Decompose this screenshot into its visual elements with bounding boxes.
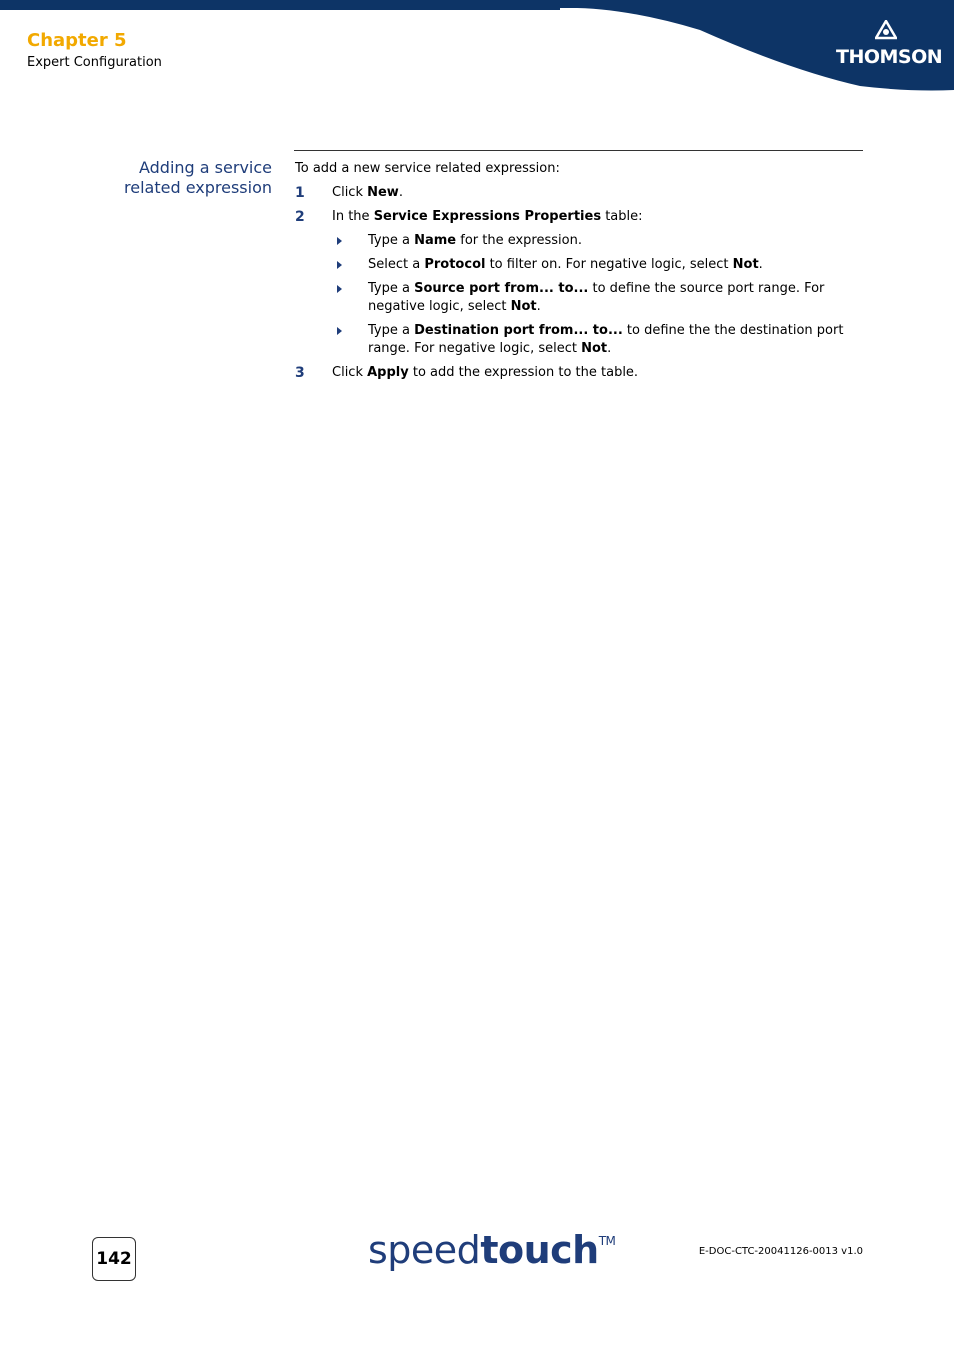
list-item	[332, 256, 855, 274]
ui-term: Source port from... to...	[414, 281, 589, 296]
bullet-text: Type a	[368, 323, 415, 338]
thomson-emblem-icon	[875, 20, 897, 40]
section-heading-line2: related expression	[124, 178, 272, 197]
bullet-arrow-icon	[337, 327, 342, 335]
step-text: Click	[332, 185, 368, 200]
bullet-text: to define the source port range. For negative logic, select	[368, 281, 825, 314]
intro-text: To add a new service related expression:	[295, 161, 560, 176]
bullet-list	[332, 232, 855, 358]
step-2	[295, 208, 855, 358]
section-heading	[72, 158, 272, 198]
ui-term: Not	[510, 299, 537, 314]
list-item	[332, 280, 855, 316]
bullet-text: .	[607, 341, 612, 356]
step-text: In the	[332, 209, 374, 224]
speedtouch-logo	[368, 1228, 615, 1272]
ui-term: Destination port from... to...	[414, 323, 623, 338]
logo-bold-part: touch	[480, 1228, 599, 1272]
bullet-text: for the expression.	[456, 233, 582, 248]
step-text: .	[398, 185, 403, 200]
document-reference: E-DOC-CTC-20041126-0013 v1.0	[698, 1246, 863, 1257]
ui-term: Not	[581, 341, 608, 356]
section-content	[295, 160, 855, 388]
chapter-title: Chapter 5	[27, 30, 127, 51]
ui-term: Service Expressions Properties	[373, 209, 602, 224]
step-text: table:	[601, 209, 643, 224]
page-number: 142	[92, 1237, 136, 1281]
step-number: 3	[295, 365, 305, 381]
bullet-text: Type a	[368, 233, 415, 248]
step-3	[295, 364, 855, 382]
section-heading-line1: Adding a service	[138, 158, 272, 177]
bullet-text: .	[536, 299, 541, 314]
chapter-subtitle: Expert Configuration	[27, 55, 162, 70]
section-divider	[294, 150, 863, 151]
step-number: 1	[295, 185, 305, 201]
ui-term: New	[367, 185, 399, 200]
bullet-text: Type a	[368, 281, 415, 296]
logo-light-part: speed	[368, 1228, 481, 1272]
thomson-logo	[836, 20, 943, 68]
bullet-text: to filter on. For negative logic, select	[485, 257, 733, 272]
header-band	[0, 0, 954, 92]
step-text: to add the expression to the table.	[408, 365, 639, 380]
bullet-arrow-icon	[337, 261, 342, 269]
step-number: 2	[295, 209, 305, 225]
ui-term: Not	[732, 257, 759, 272]
bullet-arrow-icon	[337, 285, 342, 293]
step-text: Click	[332, 365, 368, 380]
bullet-arrow-icon	[337, 237, 342, 245]
step-1	[295, 184, 855, 202]
bullet-text: Select a	[368, 257, 425, 272]
ui-term: Apply	[367, 365, 409, 380]
list-item	[332, 232, 855, 250]
bullet-text: .	[758, 257, 763, 272]
list-item	[332, 322, 855, 358]
ui-term: Protocol	[424, 257, 486, 272]
brand-name: THOMSON	[836, 46, 943, 68]
ui-term: Name	[414, 233, 457, 248]
bullet-text: to define the the destination port range. For negative logic, select	[368, 323, 844, 356]
logo-trademark: TM	[598, 1234, 616, 1248]
